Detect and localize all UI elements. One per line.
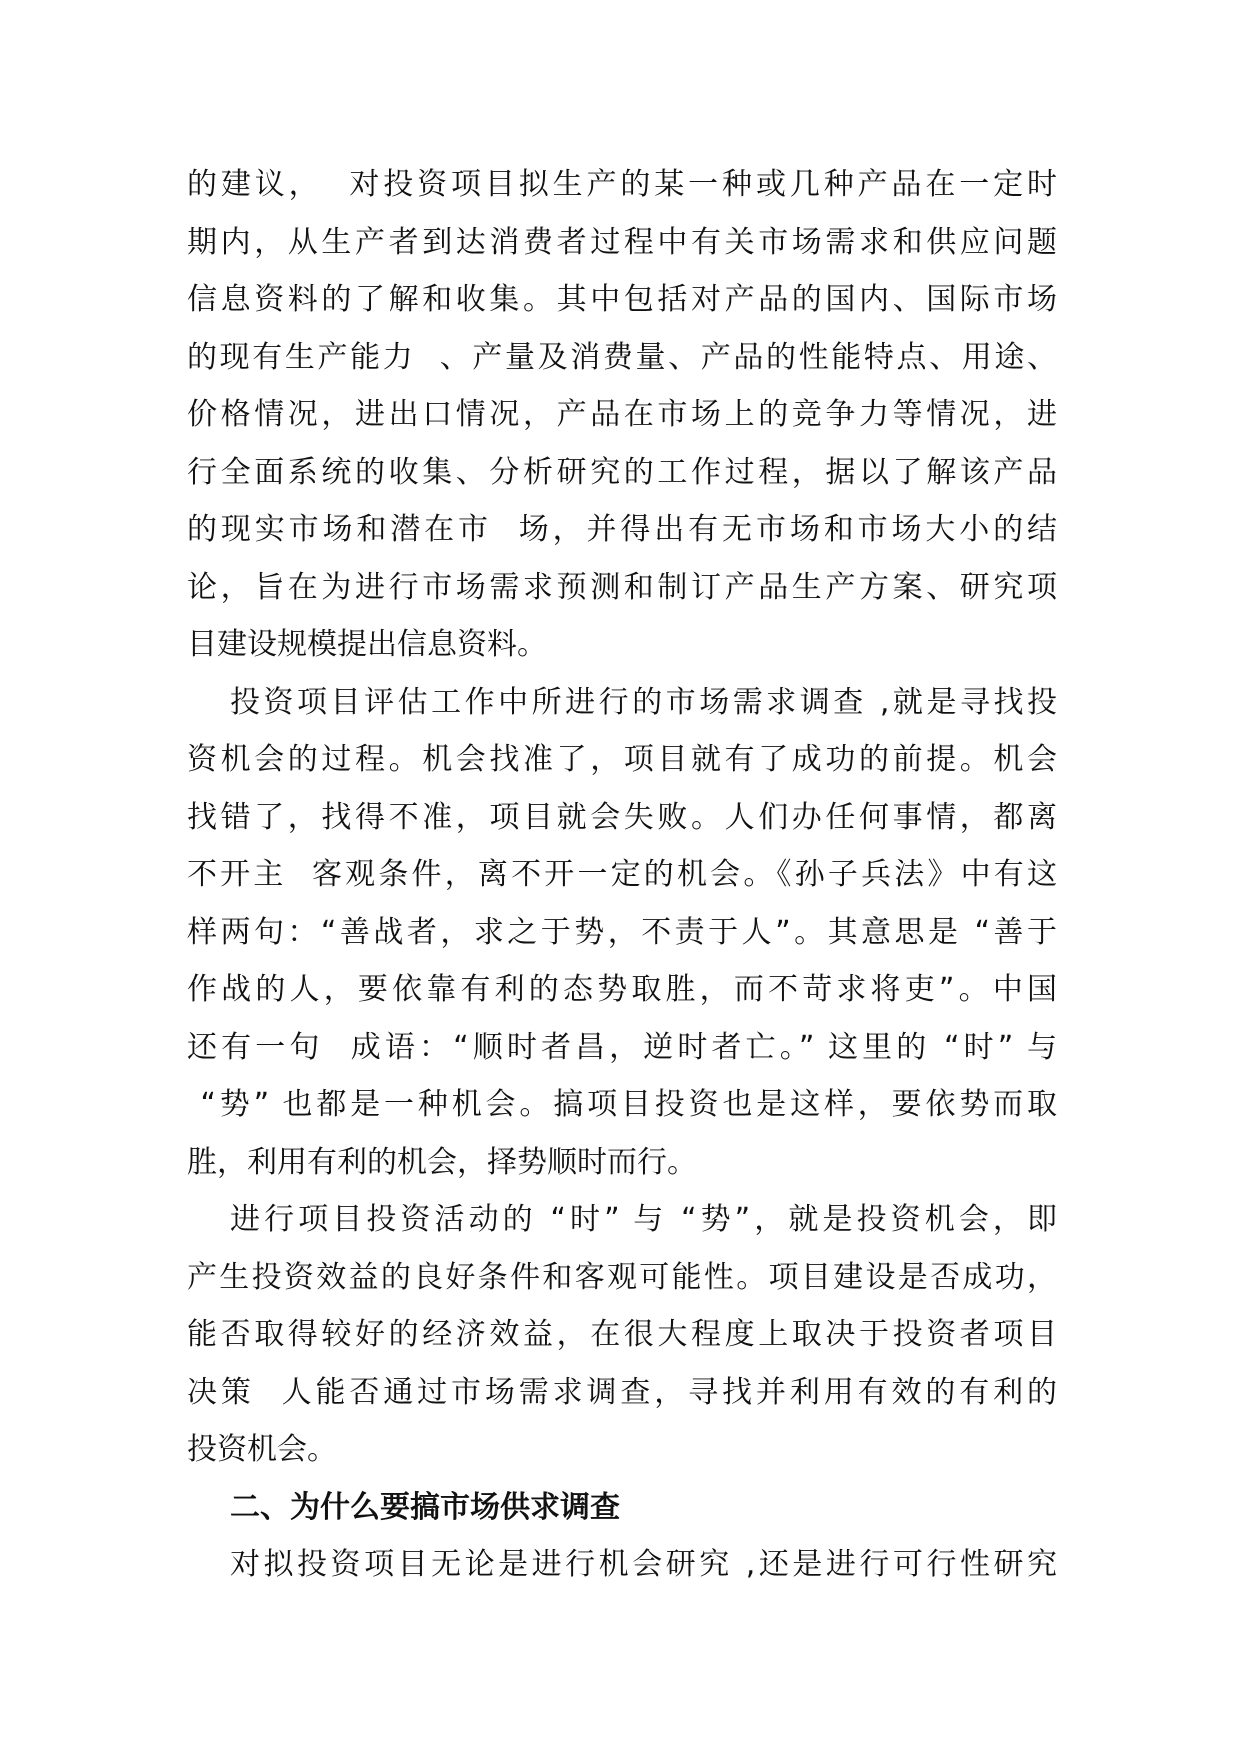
text-line: 决策 人能否通过市场需求调查，寻找并利用有效的有利的 [187,1374,1057,1410]
text-line: 论，旨在为进行市场需求预测和制订产品生产方案、研究项 [187,569,1057,605]
text-line: 产生投资效益的良好条件和客观可能性。项目建设是否成功， [187,1259,1057,1295]
text-line: 的现实市场和潜在市 场，并得出有无市场和市场大小的结 [187,512,1057,547]
text-line: 的现有生产能力 、产量及消费量、产品的性能特点、用途、 [187,339,1057,375]
text-line: 胜，利用有利的机会，择势顺时而行。 [187,1144,697,1180]
text-line: 资机会的过程。机会找准了，项目就有了成功的前提。机会 [187,742,1057,777]
text-line: 样两句：“善战者，求之于势，不责于人”。其意思是 “善于 [187,914,1057,950]
text-line: 投资机会。 [187,1432,337,1467]
text-line: 进行项目投资活动的 “时” 与 “势”，就是投资机会，即 [230,1202,1057,1237]
text-line: 找错了，找得不准，项目就会失败。人们办任何事情，都离 [187,799,1057,835]
paragraph-1 [187,156,1057,674]
text-line: 行全面系统的收集、分析研究的工作过程，据以了解该产品 [187,454,1057,490]
paragraph-2 [187,674,1057,1192]
text-line: 期内，从生产者到达消费者过程中有关市场需求和供应问题 [187,224,1057,260]
section-heading: 二、为什么要搞市场供求调查 [230,1489,620,1525]
text-line: 还有一句 成语：“顺时者昌，逆时者亡。” 这里的 “时” 与 [187,1029,1057,1065]
text-line: 不开主 客观条件，离不开一定的机会。《孙子兵法》中有这 [187,857,1057,892]
text-line: 的建议， 对投资项目拟生产的某一种或几种产品在一定时 [187,167,1057,202]
paragraph-3 [187,1191,1057,1479]
text-line: 能否取得较好的经济效益，在很大程度上取决于投资者项目 [187,1317,1057,1352]
document-body [187,156,1057,1594]
text-line: 投资项目评估工作中所进行的市场需求调查 ,就是寻找投 [230,684,1057,720]
text-line: “势” 也都是一种机会。搞项目投资也是这样，要依势而取 [187,1087,1057,1122]
text-line: 对拟投资项目无论是进行机会研究 ,还是进行可行性研究 [230,1547,1057,1582]
text-line: 作战的人，要依靠有利的态势取胜，而不苛求将吏”。中国 [187,972,1057,1007]
text-line: 信息资料的了解和收集。其中包括对产品的国内、国际市场 [187,282,1057,317]
text-line: 目建设规模提出信息资料。 [187,627,547,662]
text-line: 价格情况，进出口情况，产品在市场上的竞争力等情况，进 [187,397,1057,432]
